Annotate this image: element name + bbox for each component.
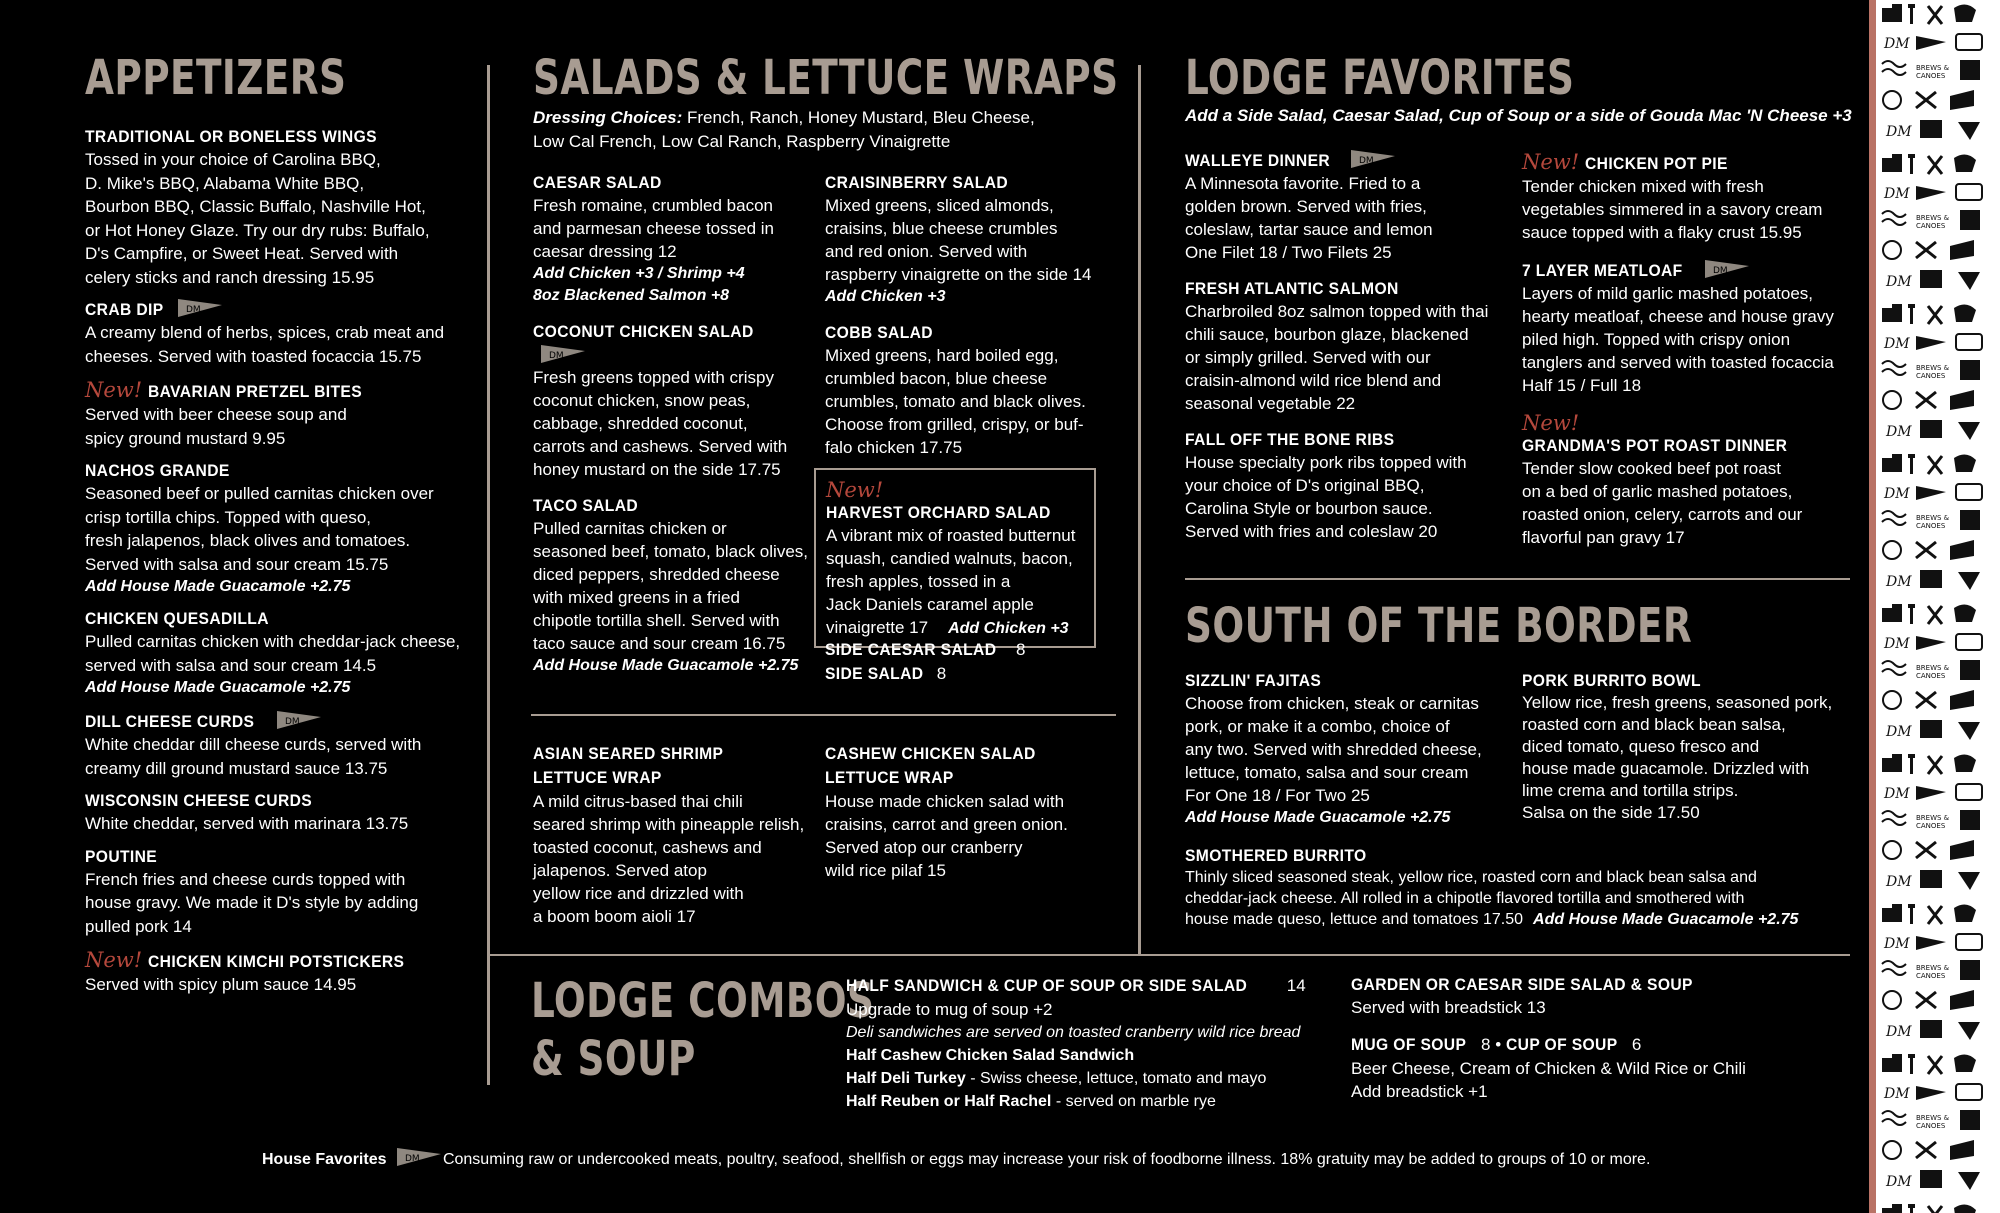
menu-item xyxy=(533,495,823,677)
cup-name: CUP OF SOUP xyxy=(1505,1035,1618,1054)
option-3 xyxy=(846,1090,1346,1113)
item-desc: Fresh romaine, crumbled bacon and parmesan cheese tossed in caesar dressing 12 xyxy=(533,196,774,261)
combos-title-line1: LODGE COMBOS xyxy=(531,973,875,1029)
menu-item xyxy=(85,297,485,368)
item-name: GRANDMA'S POT ROAST DINNER xyxy=(1522,436,1788,455)
combos-garden xyxy=(1351,974,1831,1103)
combos-title-block xyxy=(531,972,875,1088)
item-name: WISCONSIN CHEESE CURDS xyxy=(85,791,313,810)
new-badge: New! xyxy=(826,478,884,502)
footer-text: Consuming raw or undercooked meats, poultry, seafood, shellfish or eggs may increase your risk of foodborne illness. 18% gratuity may be added to groups of 10 or more. xyxy=(442,1151,1651,1168)
svg-text:DM: DM xyxy=(549,351,564,361)
lodge-pattern-icons xyxy=(1876,0,2000,1213)
new-badge: New! xyxy=(85,378,143,402)
item-desc-text: Thinly sliced seasoned steak, yellow rice, roasted corn and black bean salsa and cheddar-jack cheese. All rolled in a chipotle flavored tortilla and smothered with house made queso, lettuce and tomatoes 17.50 xyxy=(1185,869,1757,928)
item-name: TRADITIONAL OR BONELESS WINGS xyxy=(85,127,377,146)
item-desc: Served with beer cheese soup and spicy ground mustard 9.95 xyxy=(85,405,347,448)
item-desc: Pulled carnitas chicken or seasoned beef, tomato, black olives, diced peppers, shredded cheese with mixed greens in a fried chipotle tortilla shell. Served with taco sauce and sour cream 16.75 xyxy=(533,519,808,653)
item-name: GARDEN OR CAESAR SIDE SALAD & SOUP xyxy=(1351,975,1693,994)
item-name: BAVARIAN PRETZEL BITES xyxy=(148,382,363,401)
south-border-title: SOUTH OF THE BORDER xyxy=(1185,598,1693,654)
svg-text:DM: DM xyxy=(1712,266,1728,276)
option-3-desc: - served on marble rye xyxy=(1051,1092,1216,1110)
menu-item xyxy=(533,172,823,307)
dm-pennant-icon xyxy=(275,709,323,731)
new-badge: New! xyxy=(1522,411,1580,435)
option-1: Half Cashew Chicken Salad Sandwich xyxy=(846,1046,1135,1064)
item-name: NACHOS GRANDE xyxy=(85,461,230,480)
side-salad-price: 8 xyxy=(931,663,947,683)
item-name: HALF SANDWICH & CUP OF SOUP OR SIDE SALAD xyxy=(846,976,1248,995)
border-right xyxy=(1522,670,1852,824)
wrap-left xyxy=(533,742,823,928)
item-addon: Add House Made Guacamole +2.75 xyxy=(1185,809,1451,826)
dm-pennant-icon xyxy=(1349,148,1397,170)
lodge-favorites-section xyxy=(1185,50,1852,126)
item-name: PORK BURRITO BOWL xyxy=(1522,671,1701,690)
item-desc: A Minnesota favorite. Fried to a golden brown. Served with fries, coleslaw, tartar sauce and lemon One Filet 18 / Two Filets 25 xyxy=(1185,174,1433,262)
dressing-text: French, Ranch, Honey Mustard, Bleu Cheese, xyxy=(682,108,1035,127)
combos-half xyxy=(846,974,1346,1113)
item-name: CRAB DIP xyxy=(85,300,164,319)
menu-item xyxy=(85,790,485,836)
item-desc: Seasoned beef or pulled carnitas chicken over crisp tortilla chips. Topped with queso, fresh jalapenos, black olives and tomatoes. Served with salsa and sour cream 15.75 xyxy=(85,484,434,574)
divider xyxy=(1185,578,1850,580)
menu-item xyxy=(825,322,1125,459)
menu-item xyxy=(533,321,823,481)
item-desc: Served with spicy plum sauce 14.95 xyxy=(85,975,357,994)
option-2-desc: - Swiss cheese, lettuce, tomato and mayo xyxy=(965,1069,1267,1087)
divider xyxy=(487,954,1850,956)
menu-item xyxy=(85,948,485,997)
appetizers-title: APPETIZERS xyxy=(85,50,347,106)
item-name: POUTINE xyxy=(85,846,158,866)
item-desc: Yellow rice, fresh greens, seasoned pork, roasted corn and black bean salsa, diced tomato, queso fresco and house made guacamole. Drizzled with lime crema and tortilla strips. Salsa on the side 17.50 xyxy=(1522,693,1833,822)
menu-item xyxy=(1185,278,1515,415)
menu-item xyxy=(1522,150,1852,244)
item-addon: Add Chicken +3 xyxy=(948,620,1069,637)
divider xyxy=(531,714,1116,716)
salads-section xyxy=(533,50,1123,153)
menu-item xyxy=(85,709,485,780)
dm-pennant-icon xyxy=(395,1146,443,1168)
item-name: CAESAR SALAD xyxy=(533,173,662,192)
item-desc: Tender chicken mixed with fresh vegetables simmered in a savory cream sauce topped with a flaky crust 15.95 xyxy=(1522,177,1823,242)
dressing-choices xyxy=(533,106,1123,153)
separator: • xyxy=(1490,1035,1506,1054)
item-name: FRESH ATLANTIC SALMON xyxy=(1185,279,1399,298)
salads-right-column xyxy=(825,172,1125,471)
smothered-burrito xyxy=(1185,845,1855,931)
svg-text:DM: DM xyxy=(1358,156,1374,166)
svg-text:DM: DM xyxy=(404,1154,420,1164)
item-desc: Mixed greens, hard boiled egg, crumbled bacon, blue cheese crumbles, tomato and black olives. Choose from grilled, crispy, or buf- falo chicken 17.75 xyxy=(825,346,1086,457)
lodge-left-column xyxy=(1185,148,1515,559)
combos-title-line2: & SOUP xyxy=(531,1031,696,1087)
item-desc: Tender slow cooked beef pot roast on a bed of garlic mashed potatoes, roasted onion, celery, carrots and our flavorful pan gravy 17 xyxy=(1522,459,1803,547)
menu-item xyxy=(1185,148,1515,264)
dm-pennant-icon xyxy=(539,343,587,365)
item-name: HARVEST ORCHARD SALAD xyxy=(826,503,1051,522)
item-desc: Charbroiled 8oz salmon topped with thai chili sauce, bourbon glaze, blackened or simply grilled. Served with our craisin-almond wild rice blend and seasonal vegetable 22 xyxy=(1185,302,1489,413)
item-name: SIZZLIN' FAJITAS xyxy=(1185,671,1322,690)
side-salads xyxy=(825,638,1125,685)
item-name: CRAISINBERRY SALAD xyxy=(825,173,1009,192)
item-name: CHICKEN QUESADILLA xyxy=(85,609,269,628)
side-pattern xyxy=(1869,0,2000,1213)
item-name: CASHEW CHICKEN SALAD LETTUCE WRAP xyxy=(825,744,1036,787)
item-desc: Served with breadstick 13 xyxy=(1351,998,1546,1017)
footer xyxy=(262,1146,1650,1169)
upgrade-text: Upgrade to mug of soup +2 xyxy=(846,999,1053,1019)
lodge-subtitle: Add a Side Salad, Caesar Salad, Cup of Soup or a side of Gouda Mac 'N Cheese +3 xyxy=(1185,106,1852,125)
svg-text:DM: DM xyxy=(285,717,300,727)
item-desc: Beer Cheese, Cream of Chicken & Wild Rice or Chili Add breadstick +1 xyxy=(1351,1058,1746,1101)
salads-left-column xyxy=(533,172,823,693)
menu-item xyxy=(1522,258,1852,397)
side-caesar-name: SIDE CAESAR SALAD xyxy=(825,640,997,659)
footer-label: House Favorites xyxy=(262,1151,387,1168)
option-3-name: Half Reuben or Half Rachel xyxy=(846,1092,1052,1110)
mug-name: MUG OF SOUP xyxy=(1351,1035,1467,1054)
item-addon: Add House Made Guacamole +2.75 xyxy=(85,578,351,595)
side-salad-name: SIDE SALAD xyxy=(825,663,924,683)
wrap-right xyxy=(825,742,1125,882)
new-badge: New! xyxy=(85,948,143,972)
item-addon: Add House Made Guacamole +2.75 xyxy=(1533,911,1799,928)
item-desc: Mixed greens, sliced almonds, craisins, blue cheese crumbles and red onion. Served with raspberry vinaigrette on the side 14 xyxy=(825,196,1092,284)
item-addon: Add House Made Guacamole +2.75 xyxy=(85,679,351,696)
menu-item xyxy=(825,172,1125,308)
divider xyxy=(487,65,490,1085)
menu-item xyxy=(1185,429,1515,543)
item-desc: A creamy blend of herbs, spices, crab meat and cheeses. Served with toasted focaccia 15.75 xyxy=(85,323,445,366)
item-addon: Add Chicken +3 xyxy=(825,288,946,305)
mug-cup-row xyxy=(1351,1033,1831,1057)
svg-text:DM: DM xyxy=(186,305,202,315)
deli-note: Deli sandwiches are served on toasted cranberry wild rice bread xyxy=(846,1023,1301,1041)
dm-pennant-icon xyxy=(1703,258,1751,280)
option-2 xyxy=(846,1067,1346,1090)
item-desc: Pulled carnitas chicken with cheddar-jack cheese, served with salsa and sour cream 14.5 xyxy=(85,632,461,675)
item-desc: Tossed in your choice of Carolina BBQ, D. Mike's BBQ, Alabama White BBQ, Bourbon BBQ, Classic Buffalo, Nashville Hot, or Hot Honey Glaze. Try our dry rubs: Buffalo, D's Campfire, or Sweet Heat. Served with celery sticks and ranch dressing 15.95 xyxy=(85,150,430,287)
item-desc: House specialty pork ribs topped with your choice of D's original BBQ, Carolina Style or bourbon sauce. Served with fries and coleslaw 20 xyxy=(1185,453,1467,541)
item-name: TACO SALAD xyxy=(533,496,639,515)
item-desc: French fries and cheese curds topped with house gravy. We made it D's style by adding pulled pork 14 xyxy=(85,869,419,936)
item-desc: Choose from chicken, steak or carnitas pork, or make it a combo, choice of any two. Served with shredded cheese, lettuce, tomato, salsa and sour cream For One 18 / For Two 25 xyxy=(1185,694,1482,805)
side-caesar-price: 8 xyxy=(1011,640,1026,659)
dm-pennant-icon xyxy=(176,297,224,319)
menu-item xyxy=(85,608,485,699)
item-desc: House made chicken salad with craisins, carrot and green onion. Served atop our cranberry wild rice pilaf 15 xyxy=(825,792,1068,880)
item-name: WALLEYE DINNER xyxy=(1185,151,1331,170)
item-desc: White cheddar, served with marinara 13.75 xyxy=(85,814,409,833)
option-2-name: Half Deli Turkey xyxy=(846,1069,966,1087)
menu-item xyxy=(85,846,485,939)
dressing-label: Dressing Choices: xyxy=(533,108,683,127)
cup-price: 6 xyxy=(1627,1035,1642,1054)
salads-title: SALADS & LETTUCE WRAPS xyxy=(533,50,1119,106)
item-name: CHICKEN POT PIE xyxy=(1585,154,1729,173)
border-left xyxy=(1185,670,1515,829)
item-desc: Layers of mild garlic mashed potatoes, hearty meatloaf, cheese and house gravy piled high. Topped with crispy onion tanglers and served with toasted focaccia Half 15 / Full 18 xyxy=(1522,284,1834,395)
lodge-right-column xyxy=(1522,150,1852,565)
item-desc-text: A vibrant mix of roasted butternut squash, candied walnuts, bacon, fresh apples, tossed in a Jack Daniels caramel apple vinaigrette 17 xyxy=(826,526,1076,637)
lodge-favorites-title: LODGE FAVORITES xyxy=(1185,50,1575,106)
item-price: 14 xyxy=(1282,976,1306,995)
menu-item xyxy=(85,460,485,598)
item-name: 7 LAYER MEATLOAF xyxy=(1522,261,1683,280)
dressing-text2: Low Cal French, Low Cal Ranch, Raspberry Vinaigrette xyxy=(533,131,951,151)
item-addon: Add Chicken +3 / Shrimp +4 8oz Blackened Salmon +8 xyxy=(533,265,745,304)
item-desc: A mild citrus-based thai chili seared shrimp with pineapple relish, toasted coconut, cashews and jalapenos. Served atop yellow rice and drizzled with a boom boom aioli 17 xyxy=(533,792,805,926)
mug-price: 8 xyxy=(1476,1035,1491,1054)
item-name: FALL OFF THE BONE RIBS xyxy=(1185,430,1395,449)
new-badge: New! xyxy=(1522,150,1580,174)
item-desc xyxy=(826,524,1084,640)
menu-item xyxy=(1522,411,1852,549)
harvest-orchard-box xyxy=(814,468,1096,648)
item-name: COCONUT CHICKEN SALAD xyxy=(533,322,754,341)
item-name: SMOTHERED BURRITO xyxy=(1185,846,1367,865)
item-desc: White cheddar dill cheese curds, served with creamy dill ground mustard sauce 13.75 xyxy=(85,735,422,778)
menu-item xyxy=(85,378,485,450)
south-border-section xyxy=(1185,598,1845,654)
item-name: CHICKEN KIMCHI POTSTICKERS xyxy=(148,952,405,971)
item-addon: Add House Made Guacamole +2.75 xyxy=(533,657,799,674)
item-name: COBB SALAD xyxy=(825,323,933,342)
appetizers-section xyxy=(85,50,485,1013)
item-desc: Fresh greens topped with crispy coconut chicken, snow peas, cabbage, shredded coconut, carrots and cashews. Served with honey mustard on the side 17.75 xyxy=(533,368,788,479)
menu-item xyxy=(85,126,485,289)
item-desc xyxy=(1185,867,1855,931)
item-name: DILL CHEESE CURDS xyxy=(85,712,255,731)
item-name: ASIAN SEARED SHRIMP LETTUCE WRAP xyxy=(533,744,724,787)
divider xyxy=(1138,65,1141,955)
